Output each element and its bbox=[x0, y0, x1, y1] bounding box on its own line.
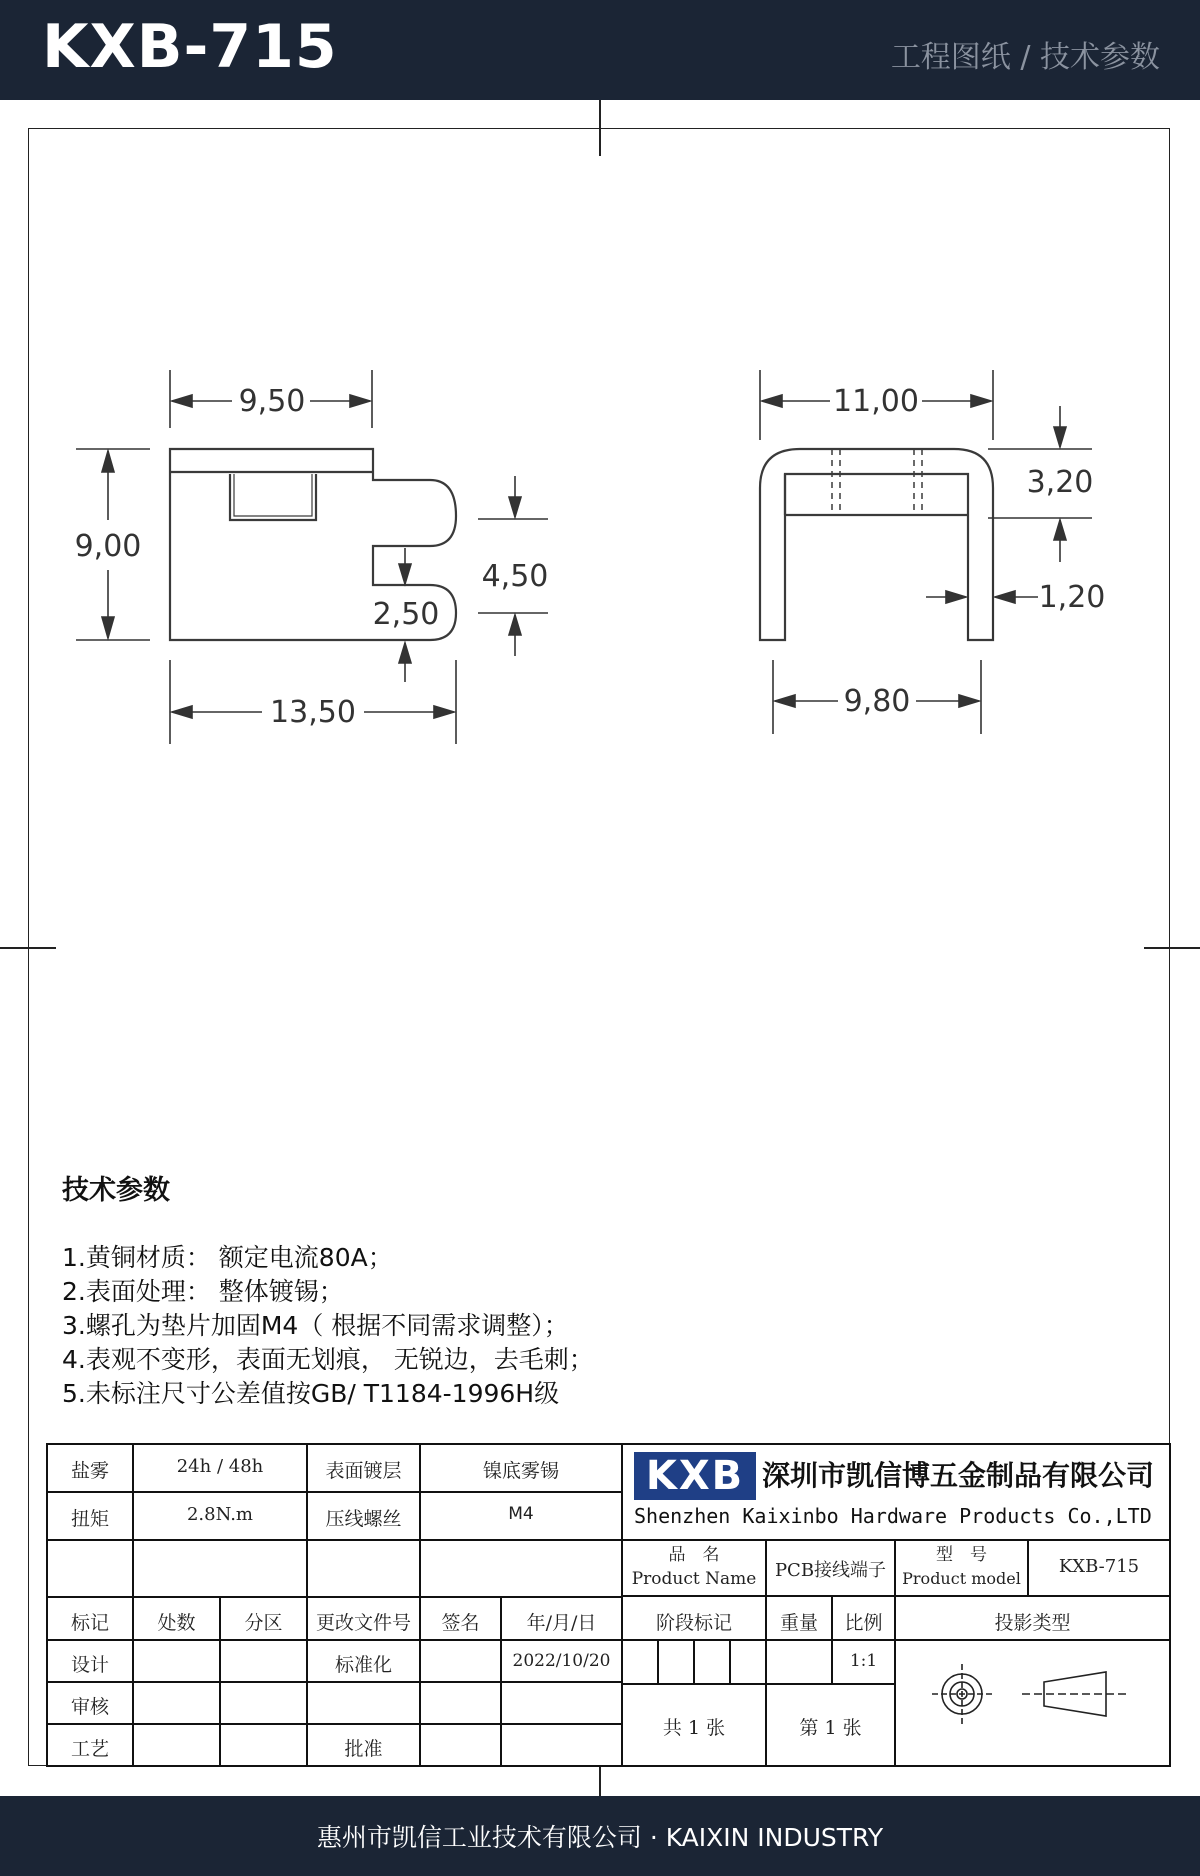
salt-spray-value: 24h / 48h bbox=[176, 1456, 264, 1477]
product-model-en: Product model bbox=[902, 1569, 1021, 1588]
product-model-value: KXB-715 bbox=[1058, 1556, 1140, 1577]
date-value: 2022/10/20 bbox=[512, 1651, 611, 1671]
torque-label: 扭矩 bbox=[70, 1508, 109, 1530]
projection-label: 投影类型 bbox=[994, 1612, 1071, 1634]
plating-value: 镍底雾锡 bbox=[482, 1460, 559, 1482]
header-count: 处数 bbox=[157, 1612, 196, 1634]
header-signature: 签名 bbox=[441, 1612, 480, 1634]
technical-parameters bbox=[62, 1168, 594, 1411]
scale-value: 1:1 bbox=[849, 1651, 878, 1671]
header-change-doc: 更改文件号 bbox=[315, 1612, 411, 1634]
tech-line: 4.表观不变形，表面无划痕， 无锐边，去毛刺； bbox=[62, 1345, 594, 1374]
tech-line: 1.黄铜材质： 额定电流80A； bbox=[62, 1243, 393, 1272]
side-view bbox=[760, 449, 993, 640]
product-model-cn: 型 号 bbox=[936, 1545, 987, 1565]
front-view-recess bbox=[230, 474, 316, 520]
side-view-outline bbox=[760, 449, 993, 640]
footer-company: 惠州市凯信工业技术有限公司 · KAIXIN INDUSTRY bbox=[316, 1823, 884, 1852]
craft-label: 工艺 bbox=[70, 1738, 109, 1760]
torque-value: 2.8N.m bbox=[186, 1504, 253, 1525]
dim-slot-width: 2,50 bbox=[372, 597, 440, 632]
screw-value: M4 bbox=[508, 1504, 534, 1524]
screw-label: 压线螺丝 bbox=[325, 1508, 402, 1530]
dim-top-width: 9,50 bbox=[238, 384, 306, 419]
dim-height: 9,00 bbox=[74, 529, 142, 564]
stage-label: 阶段标记 bbox=[655, 1612, 732, 1634]
approve-label: 批准 bbox=[344, 1738, 383, 1760]
dim-inner-width: 9,80 bbox=[843, 684, 911, 719]
plating-label: 表面镀层 bbox=[325, 1460, 402, 1482]
header-subtitle: 工程图纸 / 技术参数 bbox=[890, 40, 1160, 75]
tech-line: 5.未标注尺寸公差值按GB/ T1184-1996H级 bbox=[62, 1379, 560, 1408]
header-date: 年/月/日 bbox=[526, 1612, 597, 1634]
dimension-lines bbox=[76, 370, 1092, 744]
header-mark: 标记 bbox=[70, 1612, 109, 1634]
salt-spray-label: 盐雾 bbox=[70, 1460, 109, 1482]
tech-line: 3.螺孔为垫片加固M4（ 根据不同需求调整）； bbox=[62, 1311, 569, 1340]
dim-bottom-width: 13,50 bbox=[270, 695, 356, 730]
product-name-en: Product Name bbox=[631, 1569, 757, 1589]
sheets-total: 共 1 张 bbox=[662, 1717, 726, 1739]
tech-line: 2.表面处理： 整体镀锡； bbox=[62, 1277, 344, 1306]
scale-label: 比例 bbox=[844, 1612, 883, 1634]
review-label: 审核 bbox=[70, 1696, 109, 1718]
company-logo: KXB bbox=[634, 1452, 756, 1500]
dim-top-gap: 3,20 bbox=[1026, 465, 1094, 500]
header-zone: 分区 bbox=[244, 1612, 283, 1634]
design-label: 设计 bbox=[70, 1654, 109, 1676]
dim-wall: 1,20 bbox=[1038, 580, 1106, 615]
dim-outer-width: 11,00 bbox=[833, 384, 919, 419]
projection-symbol bbox=[932, 1664, 1130, 1724]
tech-title: 技术参数 bbox=[62, 1175, 170, 1206]
sheet-number: 第 1 张 bbox=[799, 1717, 862, 1739]
company-name-en: Shenzhen Kaixinbo Hardware Products Co.,LTD bbox=[634, 1504, 1152, 1528]
company-name-cn: 深圳市凯信博五金制品有限公司 bbox=[762, 1459, 1155, 1492]
product-name-value: PCB接线端子 bbox=[774, 1560, 887, 1581]
standardize-label: 标准化 bbox=[334, 1654, 392, 1676]
weight-label: 重量 bbox=[779, 1612, 818, 1634]
model-title: KXB-715 bbox=[42, 12, 338, 82]
dim-slot-height: 4,50 bbox=[481, 559, 549, 594]
footer-bar bbox=[0, 1796, 1200, 1876]
product-name-cn: 品 名 bbox=[668, 1545, 720, 1565]
